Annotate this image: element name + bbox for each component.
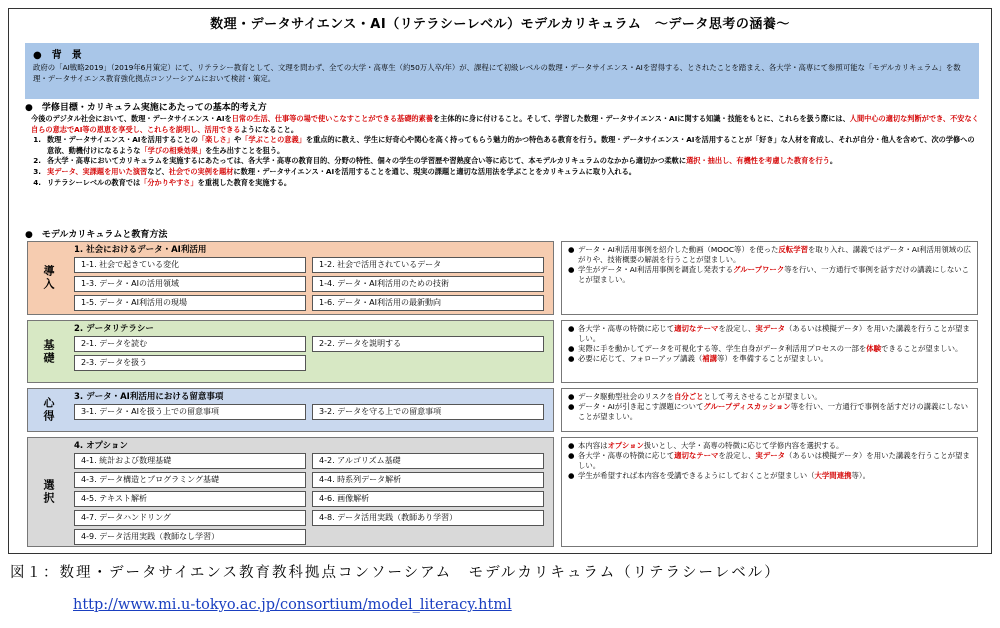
curriculum-item: 4-1. 統計および数理基礎 [74,453,306,469]
policy-text: など、 [147,166,169,176]
policy-text: 各大学・高専においてカリキュラムを実施するにあたっては、各大学・高専の教育目的、分野の特性、個々の学生の学習歴や習熟度合い等に応じて、本モデルカリキュラムのなかから適切かつ柔軟に [47,156,687,166]
note-highlight: グループワーク [733,265,785,274]
policy-lead [25,114,979,135]
note-text [578,324,971,344]
note-segment: 実際に手を動かしてデータを可視化する等、学生自身がデータ利活用プロセスの一部を [578,344,867,353]
policy-lead-text: を主体的に身に付けること。そして、学習した数理・データサイエンス・AIに関する知識・技能をもとに、これらを扱う際には、 [432,114,850,123]
policy-item-number: 2. [33,156,41,166]
note-item [568,354,971,364]
note-segment: 扱いとし、大学・高専の特徴に応じて学修内容を選択する。 [643,441,844,450]
section-body [70,438,553,546]
section-heading: 3. データ・AI利活用における留意事項 [74,392,224,402]
curriculum-item: 3-1. データ・AIを扱う上での留意事項 [74,404,306,420]
policy-highlight: 「分かりやすさ」 [140,177,198,187]
curriculum-item: 4-5. テキスト解析 [74,491,306,507]
curriculum-section [27,388,554,432]
note-item [568,441,971,451]
figure-title: 数理・データサイエンス・AI（リテラシーレベル）モデルカリキュラム ～データ思考の涵養～ [210,17,790,32]
note-segment: を取り入れ、講義では [807,245,883,254]
policy-list [25,135,979,188]
teaching-method-notes [561,320,978,383]
curriculum-item: 1-6. データ・AI利活用の最新動向 [312,295,544,311]
note-highlight: 反転学習 [778,245,808,254]
bullet-icon: ● [568,402,575,411]
note-segment: 必要に応じて、フォローアップ講義（ [578,354,703,363]
policy-highlight: 「楽しさ」 [197,135,234,145]
policy-text: に数理・データサイエンス・AIを活用することを通じ、現実の課題と適切な活用法を学ぶことをカリキュラムに取り入れる。 [233,166,636,176]
section-tag: 導入 [42,265,55,291]
teaching-method-notes [561,437,978,547]
policy-text: 数理・データサイエンス・AIを活用することの [47,135,198,145]
curriculum-item: 4-4. 時系列データ解析 [312,472,544,488]
note-segment: 学生が希望すれば本内容を受講できるようにしておくことが望ましい（ [578,471,815,480]
note-highlight: 実データ [755,451,785,460]
policy-highlight: 「学ぶことの意義」 [241,135,306,145]
note-segment: 等）。 [851,471,870,480]
section-tag: 基礎 [42,338,55,365]
model-heading: ● モデルカリキュラムと教育方法 [25,230,168,240]
policy-lead-highlight: 日常の生活、仕事等の場で使いこなすことができる基礎的素養 [231,114,433,123]
note-item [568,245,971,265]
policy-text: を重点的に教え、学生に好奇心や関心を高く持ってもらう魅力的かつ特色ある教育を行う。数理・データサイエンス・AIを活用することが「好き」な人材を育成し、それが自分・他人を含めて、次の学修への意欲、動機付けになるような [47,135,975,155]
policy-item-text [47,156,979,167]
curriculum-item: 2-1. データを読む [74,336,306,352]
policy-item [25,156,979,167]
policy-item-text [47,167,979,178]
bullet-icon: ● [568,344,575,353]
note-segment: として考えさせることが望ましい。 [703,392,822,401]
policy-highlight: 「学びの相乗効果」 [140,145,206,155]
curriculum-section [27,437,554,547]
policy-text: リテラシーレベルの教育では [47,177,141,187]
source-link[interactable]: http://www.mi.u-tokyo.ac.jp/consortium/model_literacy.html [73,597,512,613]
note-highlight: 補講 [702,354,718,363]
section-tag: 選択 [42,479,55,505]
policy-text: を重視した教育を実施する。 [197,177,292,187]
curriculum-item: 2-3. データを扱う [74,355,306,371]
policy-text: を生み出すことを狙う。 [205,145,285,155]
note-highlight: 体験 [866,344,882,353]
policy-item-text [47,178,979,189]
bullet-icon: ● [568,354,575,363]
curriculum-item: 1-5. データ・AI利活用の現場 [74,295,306,311]
note-item [568,392,971,402]
background-text: 政府の「AI戦略2019」（2019年6月策定）にて、リテラシー教育として、文理を問わず、全ての大学・高専生（約50万人卒/年）が、課程にて初級レベルの数理・データサイエンス・AIを習得する、とされたことを踏まえ、各大学・高専にて参照可能な「モデルカリキュラム」を数理・データサイエンス教育強化拠点コンソーシアムにおいて検討・策定。 [33,63,961,83]
note-text [578,441,971,451]
curriculum-item: 4-2. アルゴリズム基礎 [312,453,544,469]
note-segment: できることが望ましい。 [881,344,963,353]
policy-text: 。 [829,156,838,166]
teaching-method-notes [561,241,978,315]
note-segment: 等を行い、一方通行で事例を話すだけの講義にしないことが望ましい。 [578,402,969,421]
bullet-icon: ● [568,392,575,401]
note-segment: データ駆動型社会のリスクを [578,392,674,401]
background-heading: ● 背 景 [33,50,82,61]
note-text [578,402,971,422]
policy-item [25,167,979,178]
policy-highlight: 社会での実例を題材 [168,166,234,176]
policy-highlight: 選択・抽出し、有機性を考慮した教育を行う [686,156,830,166]
note-item [568,344,971,354]
policy-item [25,135,979,156]
note-segment: （あるいは模擬データ）を用いた講義を行うことが望ましい。 [578,451,970,470]
curriculum-item: 1-3. データ・AIの活用領域 [74,276,306,292]
section-heading: 4. オプション [74,441,128,451]
background-box [25,43,979,99]
note-segment: を設定し、 [718,324,756,333]
curriculum-item: 4-7. データハンドリング [74,510,306,526]
note-text [578,354,971,364]
policy-item-text [47,135,979,156]
policy-lead-text: 今後のデジタル社会において、数理・データサイエンス・AIを [31,114,232,123]
note-item [568,265,971,285]
bullet-icon: ● [568,451,575,460]
bullet-icon: ● [568,324,575,333]
curriculum-section [27,241,554,315]
policy-item-number: 1. [33,135,41,145]
curriculum-item: 1-4. データ・AI利活用のための技術 [312,276,544,292]
note-item [568,471,971,481]
policy-item [25,178,979,189]
note-highlight: 適切なテーマ [674,451,719,460]
bullet-icon: ● [568,471,575,480]
bullet-icon: ● [568,245,575,254]
curriculum-figure [8,8,992,554]
curriculum-item: 1-2. 社会で活用されているデータ [312,257,544,273]
note-segment: 等を行い、一方通行で事例を話すだけの講義にしないことが望ましい。 [578,265,969,284]
note-text [578,451,971,471]
note-highlight: 大学間連携 [814,471,852,480]
note-segment: 各大学・高専の特徴に応じて [578,324,675,333]
curriculum-item: 1-1. 社会で起きている変化 [74,257,306,273]
section-tag: 心得 [42,397,55,423]
section-body [70,321,553,382]
note-segment: 等）を準備することが望ましい。 [717,354,828,363]
policy-highlight: 実データ、実課題を用いた演習 [47,166,148,176]
note-text [578,471,971,481]
note-segment: 各大学・高専の特徴に応じて [578,451,675,460]
note-highlight: 自分ごと [673,392,704,401]
policy-heading: ● 学修目標・カリキュラム実施にあたっての基本的考え方 [25,103,267,113]
policy-lead-text: ようになること。 [240,124,299,134]
note-item [568,402,971,422]
note-text [578,392,971,402]
policy-item-number: 4. [33,177,41,187]
section-item-grid [74,453,549,545]
curriculum-item: 4-6. 画像解析 [312,491,544,507]
note-highlight: グループディスカッション [703,402,791,411]
teaching-method-notes [561,388,978,432]
note-segment: 本内容は [578,441,608,450]
note-highlight: オプション [607,441,644,450]
section-body [70,389,553,431]
curriculum-item: 4-9. データ活用実践（教師なし学習） [74,529,306,545]
note-segment: データ・AI利活用領域の広がりや、技術概要の解説を行うことが望ましい。 [578,245,971,264]
figure-caption: 図１：数理・データサイエンス教育教科拠点コンソーシアム モデルカリキュラム（リテラシーレベル） [10,565,781,581]
bullet-icon: ● [568,441,575,450]
note-segment: を設定し、 [718,451,756,460]
curriculum-item: 3-2. データを守る上での留意事項 [312,404,544,420]
note-segment: データ・AI利活用事例を紹介した動画（MOOC等）を使った [578,245,779,254]
section-body [70,242,553,314]
note-highlight: 実データ [755,324,785,333]
curriculum-section [27,320,554,383]
curriculum-item: 2-2. データを説明する [312,336,544,352]
note-segment: （あるいは模擬データ）を用いた講義を行うことが望ましい。 [578,324,970,343]
note-text [578,344,971,354]
bullet-icon: ● [568,265,575,274]
section-heading: 1. 社会におけるデータ・AI利活用 [74,245,207,255]
section-item-grid [74,336,549,371]
note-segment: 学生がデータ・AI利活用事例を調査し発表する [578,265,734,274]
section-item-grid [74,257,549,311]
curriculum-item: 4-3. データ構造とプログラミング基礎 [74,472,306,488]
policy-block [25,102,979,188]
policy-item-number: 3. [33,166,41,176]
policy-lead-highlight: 人間中心の適切な判断ができ、不安なく自らの意志でAI等の恩恵を享受し、これらを説明し、活用できる [31,114,979,134]
policy-text: や [233,135,242,145]
note-item [568,324,971,344]
note-text [578,265,971,285]
note-text [578,245,971,265]
curriculum-item: 4-8. データ活用実践（教師あり学習） [312,510,544,526]
section-heading: 2. データリテラシー [74,324,154,334]
note-segment: データ・AIが引き起こす課題について [578,402,704,411]
section-item-grid [74,404,549,420]
note-highlight: 適切なテーマ [674,324,719,333]
note-item [568,451,971,471]
